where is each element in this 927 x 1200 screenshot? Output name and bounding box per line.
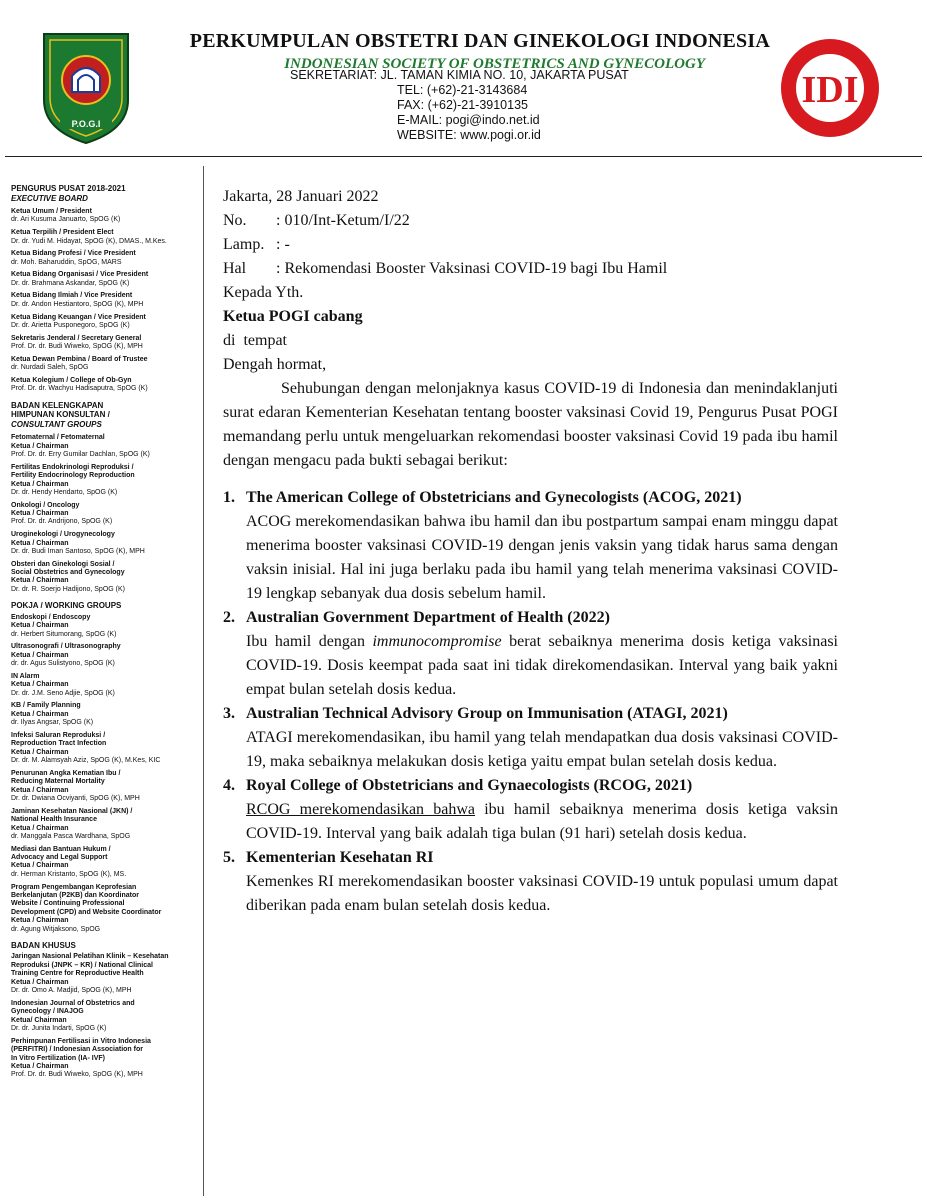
idi-logo — [779, 37, 881, 139]
item-desc: RCOG merekomendasikan bahwa ibu hamil sebaiknya menerima dosis ketiga vaksin COVID-19. Interval yang baik adalah tiga bulan (91 hari) setelah dosis kedua. — [246, 801, 839, 842]
address: SEKRETARIAT: JL. TAMAN KIMIA NO. 10, JAKARTA PUSAT — [290, 68, 629, 82]
list-item: 4. Royal College of Obstetricians and Gynaecologists (RCOG, 2021) RCOG merekomendasikan bahwa ibu hamil sebaiknya menerima dosis ketiga vaksin COVID-19. Interval yang baik adalah tiga bulan (91 hari) setelah dosis kedua. — [223, 774, 838, 846]
salutation: Dengah hormat, — [223, 356, 327, 373]
recipient-greeting: Kepada Yth. — [223, 284, 304, 301]
sidebar-entry: Infeksi Saluran Reproduksi / Reproduction Tract Infection Ketua / Chairman Dr. dr. M. Alamsyah Aziz, SpOG (K), M.Kes, KIC — [11, 731, 161, 765]
letter-body — [223, 185, 838, 918]
sidebar-entry: Ketua Bidang Keuangan / Vice President Dr. dr. Arietta Pusponegoro, SpOG (K) — [11, 313, 146, 329]
sidebar-section-working-groups: POKJA / WORKING GROUPS Endoskopi / Endoscopy Ketua / Chairman dr. Herbert Situmorang, SpOG (K) Ultrasonografi / Ultrasonography Ketua / Chairman dr. dr. Agus Sulistyono, SpOG (K) IN Alarm Ketua / Chairman Dr. dr. J.M. Seno Adjie, SpOG (K) KB / Family Planning Ketua / Chairman dr. Ilyas Angsar, SpOG (K) Infeksi Saluran Reproduksi / Reproduction Tract Infection Ketua / Chairman Dr. dr. M. Alamsyah Aziz, SpOG (K), M.Kes, KIC Penurunan Angka Kematian Ibu / Reducing Maternal Mortality Ketua / Chairman Dr. dr. Dwiana Ocviyanti, SpOG (K), MPH Jaminan Kesehatan Nasional (JKN) / National Health Insurance Ketua / Chairman dr. Manggala Pasca Wardhana, SpOG Mediasi dan Bantuan Hukum / Advocacy and Legal Support Ketua / Chairman dr. Herman Kristanto, SpOG (K), MS. Program Pengembangan Keprofesian Berkelanjutan (P2KB) dan Koordinator Website / Continuing Professional Development (CPD) and Website Coordinator Ketua / Chairman dr. Agung Witjaksono, SpOG — [11, 601, 201, 934]
sidebar-entry: Ketua Terpilih / President Elect Dr. dr. Yudi M. Hidayat, SpOG (K), DMAS., M.Kes. — [11, 229, 167, 245]
sidebar-divider — [203, 166, 204, 1196]
sidebar-entry: Ketua Umum / President dr. Ari Kusuma Januarto, SpOG (K) — [11, 208, 121, 224]
org-name-en: INDONESIAN SOCIETY OF OBSTETRICS AND GYNECOLOGY — [284, 56, 705, 72]
contact-block — [290, 46, 629, 143]
sidebar-entry: IN Alarm Ketua / Chairman Dr. dr. J.M. Seno Adjie, SpOG (K) — [11, 672, 115, 697]
pogi-logo — [38, 30, 134, 146]
recipient-name: Ketua POGI cabang — [223, 308, 363, 325]
recipient-place: di tempat — [223, 332, 287, 349]
item-title: Australian Government Department of Health (2022) — [246, 609, 610, 626]
logo-right-text: IDI — [801, 69, 859, 111]
tel: TEL: (+62)-21-3143684 — [397, 83, 528, 97]
item-desc: Kemenkes RI merekomendasikan booster vaksinasi COVID-19 untuk populasi umum dapat diberikan pada enam bulan setelah dosis kedua. — [246, 873, 838, 914]
item-title: Kementerian Kesehatan RI — [246, 849, 434, 866]
sidebar-section-special: BADAN KHUSUS Jaringan Nasional Pelatihan Klinik – Kesehatan Reproduksi (JNPK – KR) / National Clinical Training Centre for Reproductive Health Ketua / Chairman Dr. dr. Omo A. Madjid, SpOG (K), MPH Indonesian Journal of Obstetrics and Gynecology / INAJOG Ketua/ Chairman Dr. dr. Junita Indarti, SpOG (K) Perhimpunan Fertilisasi in Vitro Indonesia (PERFITRI) / Indonesian Association for In Vitro Fertilization (IA- IVF) Ketua / Chairman Prof. Dr. dr. Budi Wiweko, SpOG (K), MPH — [11, 941, 201, 1080]
sidebar-entry: Penurunan Angka Kematian Ibu / Reducing Maternal Mortality Ketua / Chairman Dr. dr. Dwiana Ocviyanti, SpOG (K), MPH — [11, 769, 140, 802]
item-title: The American College of Obstetricians and Gynecologists (ACOG, 2021) — [246, 489, 742, 506]
sidebar-entry: Ketua Bidang Profesi / Vice President dr. Moh. Baharuddin, SpOG, MARS — [11, 250, 136, 266]
sidebar-entry: Ketua Dewan Pembina / Board of Trustee dr. Nurdadi Saleh, SpOG — [11, 355, 148, 372]
list-item: 1. The American College of Obstetricians and Gynecologists (ACOG, 2021) ACOG merekomendasikan bahwa ibu hamil dan ibu postpartum sampai enam minggu dapat menerima booster vaksinasi COVID-19 dengan jenis vaksin yang tidak harus sama dengan vaksin inisial. Hal ini juga berlaku pada ibu hamil yang telah menerima vaksinasi COVID-19 lengkap sebanyak dua dosis sebelum hamil. — [223, 486, 838, 606]
sidebar-entry: Ketua Kolegium / College of Ob-Gyn Prof. Dr. dr. Wachyu Hadisaputra, SpOG (K) — [11, 376, 148, 393]
sidebar-entry: Fertilitas Endokrinologi Reproduksi / Fertility Endocrinology Reproduction Ketua / Chairman Dr. dr. Hendy Hendarto, SpOG (K) — [11, 463, 135, 496]
sidebar-entry: Program Pengembangan Keprofesian Berkelanjutan (P2KB) dan Koordinator Website / Continuing Professional Development (CPD) and Website Coordinator Ketua / Chairman dr. Agung Witjaksono, SpOG — [11, 883, 162, 933]
list-item: 2. Australian Government Department of Health (2022) Ibu hamil dengan immunocompromise berat sebaiknya menerima dosis ketiga vaksinasi COVID-19. Dosis keempat pada saat ini tidak direkomendasikan. Interval yang baik yakni empat bulan setelah dosis kedua. — [223, 606, 838, 702]
meta-subject: Hal : Rekomendasi Booster Vaksinasi COVID-19 bagi Ibu Hamil — [223, 260, 668, 277]
sidebar-entry: KB / Family Planning Ketua / Chairman dr. Ilyas Angsar, SpOG (K) — [11, 702, 94, 727]
sidebar-entry: Endoskopi / Endoscopy Ketua / Chairman dr. Herbert Situmorang, SpOG (K) — [11, 613, 117, 638]
meta-number: No. : 010/Int-Ketum/I/22 — [223, 212, 410, 229]
sidebar-entry: Fetomaternal / Fetomaternal Ketua / Chairman Prof. Dr. dr. Erry Gumilar Dachlan, SpOG (K) — [11, 434, 150, 458]
list-item: 5. Kementerian Kesehatan RI Kemenkes RI merekomendasikan booster vaksinasi COVID-19 untuk populasi umum dapat diberikan pada enam bulan setelah dosis kedua. — [223, 846, 838, 918]
sidebar-entry: Sekretaris Jenderal / Secretary General Prof. Dr. dr. Budi Wiweko, SpOG (K), MPH — [11, 334, 143, 351]
item-title: Royal College of Obstetricians and Gynaecologists (RCOG, 2021) — [246, 777, 693, 794]
board-sidebar — [11, 180, 201, 1084]
sidebar-entry: Ketua Bidang Organisasi / Vice President Dr. dr. Brahmana Askandar, SpOG (K) — [11, 271, 149, 287]
item-desc: Ibu hamil dengan immunocompromise berat sebaiknya menerima dosis ketiga vaksinasi COVID-19. Dosis keempat pada saat ini tidak direkomendasikan. Interval yang baik yakni empat bulan setelah dosis kedua. — [246, 633, 838, 698]
email: E-MAIL: pogi@indo.net.id — [397, 113, 540, 127]
item-title: Australian Technical Advisory Group on Immunisation (ATAGI, 2021) — [246, 705, 728, 722]
sidebar-entry: Perhimpunan Fertilisasi in Vitro Indonesia (PERFITRI) / Indonesian Association for In Vitro Fertilization (IA- IVF) Ketua / Chairman Prof. Dr. dr. Budi Wiweko, SpOG (K), MPH — [11, 1037, 151, 1079]
item-desc: ACOG merekomendasikan bahwa ibu hamil dan ibu postpartum sampai enam minggu dapat menerima booster vaksinasi COVID-19 dengan jenis vaksin yang tidak harus sama dengan vaksin inisial. Hal ini juga berlaku pada ibu hamil yang telah menerima vaksinasi COVID-19 lengkap sebanyak dua dosis sebelum hamil. — [246, 513, 838, 602]
sidebar-section-consultants: BADAN KELENGKAPAN HIMPUNAN KONSULTAN / CONSULTANT GROUPS Fetomaternal / Fetomaternal Ketua / Chairman Prof. Dr. dr. Erry Gumilar Dachlan, SpOG (K) Fertilitas Endokrinologi Reproduksi / Fertility Endocrinology Reproduction Ketua / Chairman Dr. dr. Hendy Hendarto, SpOG (K) Onkologi / Oncology Ketua / Chairman Prof. Dr. dr. Andrijono, SpOG (K) Uroginekologi / Urogynecology Ketua / Chairman Dr. dr. Budi Iman Santoso, SpOG (K), MPH Obsteri dan Ginekologi Sosial / Social Obstetrics and Gynecology Ketua / Chairman Dr. dr. R. Soerjo Hadijono, SpOG (K) — [11, 401, 201, 595]
item-desc: ATAGI merekomendasikan, ibu hamil yang telah mendapatkan dua dosis vaksinasi COVID-19, maka sebaiknya melakukan dosis ketiga yaitu empat bulan setelah dosis kedua. — [246, 729, 838, 770]
sidebar-entry: Jaringan Nasional Pelatihan Klinik – Kesehatan Reproduksi (JNPK – KR) / National Clinical Training Centre for Reproductive Health Ketua / Chairman Dr. dr. Omo A. Madjid, SpOG (K), MPH — [11, 953, 169, 995]
org-name: PERKUMPULAN OBSTETRI DAN GINEKOLOGI INDONESIA — [189, 30, 770, 52]
list-item: 3. Australian Technical Advisory Group on Immunisation (ATAGI, 2021) ATAGI merekomendasikan, ibu hamil yang telah mendapatkan dua dosis vaksinasi COVID-19, maka sebaiknya melakukan dosis ketiga yaitu empat bulan setelah dosis kedua. — [223, 702, 838, 774]
evidence-list — [223, 486, 838, 918]
sidebar-entry: Onkologi / Oncology Ketua / Chairman Prof. Dr. dr. Andrijono, SpOG (K) — [11, 501, 113, 526]
fax: FAX: (+62)-21-3910135 — [397, 98, 528, 112]
sidebar-entry: Mediasi dan Bantuan Hukum / Advocacy and Legal Support Ketua / Chairman dr. Herman Kristanto, SpOG (K), MS. — [11, 845, 127, 878]
sidebar-entry: Obsteri dan Ginekologi Sosial / Social Obstetrics and Gynecology Ketua / Chairman Dr. dr. R. Soerjo Hadijono, SpOG (K) — [11, 560, 125, 593]
sidebar-entry: Indonesian Journal of Obstetrics and Gynecology / INAJOG Ketua/ Chairman Dr. dr. Junita Indarti, SpOG (K) — [11, 999, 135, 1033]
header-divider — [5, 156, 922, 157]
sidebar-entry: Jaminan Kesehatan Nasional (JKN) / National Health Insurance Ketua / Chairman dr. Manggala Pasca Wardhana, SpOG — [11, 807, 133, 840]
sidebar-section-executive: PENGURUS PUSAT 2018-2021 EXECUTIVE BOARD Ketua Umum / President dr. Ari Kusuma Januarto, SpOG (K) Ketua Terpilih / President Elect Dr. dr. Yudi M. Hidayat, SpOG (K), DMAS., M.Kes. Ketua Bidang Profesi / Vice President dr. Moh. Baharuddin, SpOG, MARS Ketua Bidang Organisasi / Vice President Dr. dr. Brahmana Askandar, SpOG (K) Ketua Bidang Ilmiah / Vice President Dr. dr. Andon Hestiantoro, SpOG (K), MPH Ketua Bidang Keuangan / Vice President Dr. dr. Arietta Pusponegoro, SpOG (K) Sekretaris Jenderal / Secretary General Prof. Dr. dr. Budi Wiweko, SpOG (K), MPH Ketua Dewan Pembina / Board of Trustee dr. Nurdadi Saleh, SpOG Ketua Kolegium / College of Ob-Gyn Prof. Dr. dr. Wachyu Hadisaputra, SpOG (K) — [11, 184, 201, 394]
sidebar-entry: Ketua Bidang Ilmiah / Vice President Dr. dr. Andon Hestiantoro, SpOG (K), MPH — [11, 292, 144, 308]
letter-date: Jakarta, 28 Januari 2022 — [223, 188, 379, 205]
intro-paragraph: Sehubungan dengan melonjaknya kasus COVID-19 di Indonesia dan menindaklanjuti surat edaran Kementerian Kesehatan tentang booster vaksinasi Covid 19, Pengurus Pusat POGI memandang perlu untuk mengeluarkan rekomendasi booster vaksinasi Covid 19 pada ibu hamil dengan mengacu pada bukti sebagai berikut: — [223, 380, 838, 469]
logo-left-abbr: P.O.G.I — [71, 119, 101, 129]
sidebar-entry: Uroginekologi / Urogynecology Ketua / Chairman Dr. dr. Budi Iman Santoso, SpOG (K), MPH — [11, 531, 145, 555]
website: WEBSITE: www.pogi.or.id — [397, 128, 541, 142]
sidebar-entry: Ultrasonografi / Ultrasonography Ketua / Chairman dr. dr. Agus Sulistyono, SpOG (K) — [11, 643, 121, 668]
meta-attachment: Lamp. : - — [223, 236, 290, 253]
